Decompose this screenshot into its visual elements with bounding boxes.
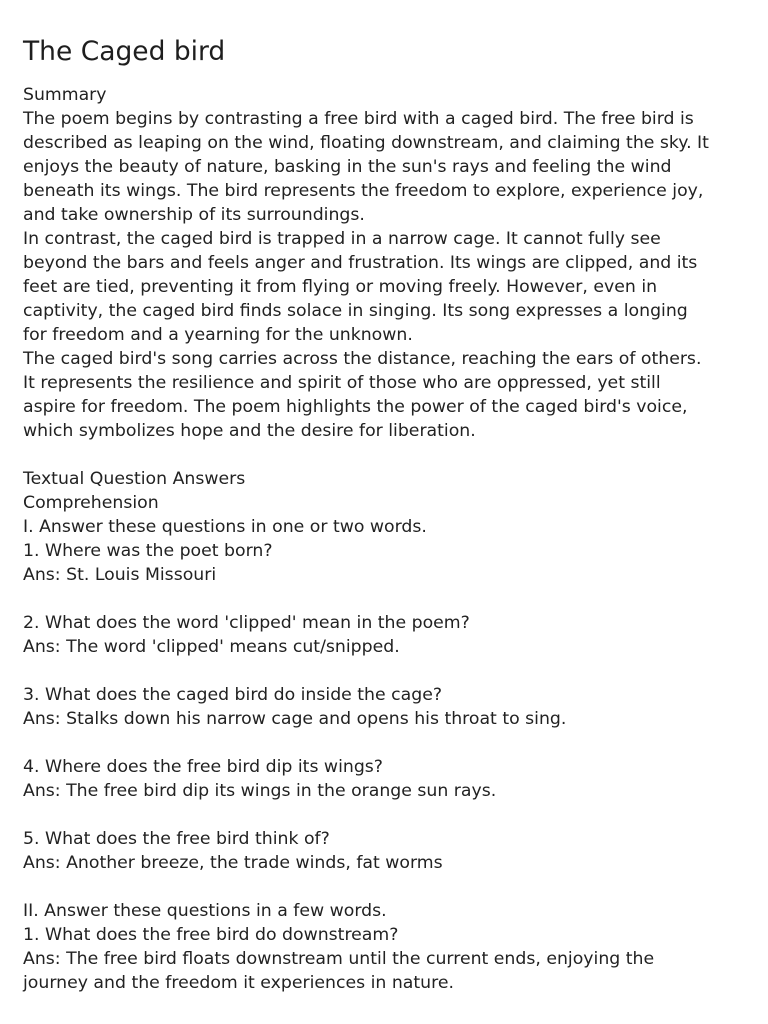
section-2-heading: II. Answer these questions in a few words. bbox=[23, 901, 387, 921]
blank-line bbox=[23, 659, 750, 683]
summary-line: which symbolizes hope and the desire for liberation. bbox=[23, 421, 476, 441]
summary-line: The caged bird's song carries across the distance, reaching the ears of others. bbox=[23, 349, 702, 369]
blank-line bbox=[23, 443, 750, 467]
question-3: 3. What does the caged bird do inside the cage? bbox=[23, 685, 443, 705]
section-1-heading: I. Answer these questions in one or two words. bbox=[23, 517, 427, 537]
question-5: 5. What does the free bird think of? bbox=[23, 829, 330, 849]
answer-3: Ans: Stalks down his narrow cage and opens his throat to sing. bbox=[23, 709, 567, 729]
summary-line: beneath its wings. The bird represents the freedom to explore, experience joy, bbox=[23, 181, 704, 201]
question-2: 2. What does the word 'clipped' mean in the poem? bbox=[23, 613, 470, 633]
blank-line bbox=[23, 587, 750, 611]
summary-line: beyond the bars and feels anger and frustration. Its wings are clipped, and its bbox=[23, 253, 698, 273]
section-2-answer-1: Ans: The free bird floats downstream until the current ends, enjoying the bbox=[23, 949, 655, 969]
summary-line: The poem begins by contrasting a free bird with a caged bird. The free bird is bbox=[23, 109, 694, 129]
summary-line: It represents the resilience and spirit of those who are oppressed, yet still bbox=[23, 373, 661, 393]
summary-line: In contrast, the caged bird is trapped in a narrow cage. It cannot fully see bbox=[23, 229, 661, 249]
answer-5: Ans: Another breeze, the trade winds, fat worms bbox=[23, 853, 443, 873]
summary-line: enjoys the beauty of nature, basking in the sun's rays and feeling the wind bbox=[23, 157, 672, 177]
summary-line: feet are tied, preventing it from flying or moving freely. However, even in bbox=[23, 277, 658, 297]
question-1: 1. Where was the poet born? bbox=[23, 541, 273, 561]
blank-line bbox=[23, 731, 750, 755]
summary-line: described as leaping on the wind, floating downstream, and claiming the sky. It bbox=[23, 133, 709, 153]
summary-line: for freedom and a yearning for the unknown. bbox=[23, 325, 413, 345]
section-2-answer-1: journey and the freedom it experiences in nature. bbox=[23, 973, 454, 993]
textual-heading: Textual Question Answers bbox=[23, 469, 246, 489]
question-4: 4. Where does the free bird dip its wings? bbox=[23, 757, 383, 777]
answer-2: Ans: The word 'clipped' means cut/snipped. bbox=[23, 637, 400, 657]
summary-line: and take ownership of its surroundings. bbox=[23, 205, 365, 225]
document-title: The Caged bird bbox=[23, 36, 226, 67]
summary-heading: Summary bbox=[23, 85, 107, 105]
section-2-question-1: 1. What does the free bird do downstream? bbox=[23, 925, 399, 945]
summary-line: captivity, the caged bird finds solace in singing. Its song expresses a longing bbox=[23, 301, 688, 321]
blank-line bbox=[23, 875, 750, 899]
answer-1: Ans: St. Louis Missouri bbox=[23, 565, 217, 585]
answer-4: Ans: The free bird dip its wings in the orange sun rays. bbox=[23, 781, 497, 801]
blank-line bbox=[23, 803, 750, 827]
summary-line: aspire for freedom. The poem highlights the power of the caged bird's voice, bbox=[23, 397, 688, 417]
comprehension-heading: Comprehension bbox=[23, 493, 159, 513]
